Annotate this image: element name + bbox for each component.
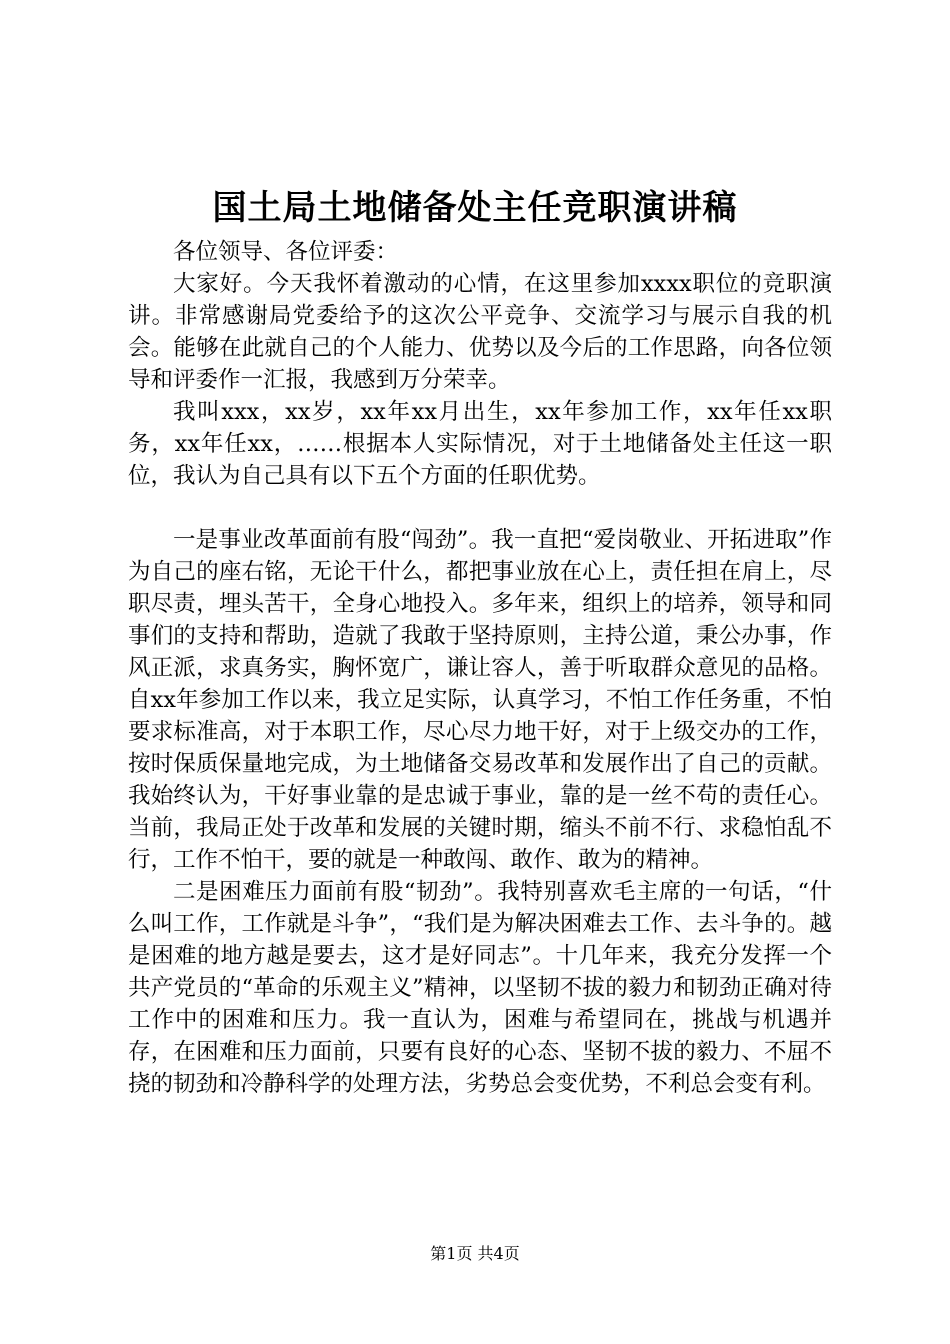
advantage-two-paragraph: 二是困难压力面前有股“韧劲”。我特别喜欢毛主席的一句话，“什么叫工作，工作就是斗争”，“我们是为解决困难去工作、去斗争的。越是困难的地方越是要去，这才是好同志”。十几年来，我充分发挥一个共产党员的“革命的乐观主义”精神，以坚韧不拔的毅力和韧劲正确对待工作中的困难和压力。我一直认为，困难与希望同在，挑战与机遇并存，在困难和压力面前，只要有良好的心态、坚韧不拔的毅力、不屈不挠的韧劲和冷静科学的处理方法，劣势总会变优势，不利总会变有利。 — [128, 879, 832, 1097]
page-number-footer: 第1页 共4页 — [430, 1244, 520, 1263]
advantage-one-paragraph: 一是事业改革面前有股“闯劲”。我一直把“爱岗敬业、开拓进取”作为自己的座右铭，无论干什么，都把事业放在心上，责任担在肩上，尽职尽责，埋头苦干，全身心地投入。多年来，组织上的培养，领导和同事们的支持和帮助，造就了我敢于坚持原则，主持公道，秉公办事，作风正派，求真务实，胸怀宽广，谦让容人，善于听取群众意见的品格。自xx年参加工作以来，我立足实际，认真学习，不怕工作任务重，不怕要求标准高，对于本职工作，尽心尽力地干好，对于上级交办的工作，按时保质保量地完成，为土地储备交易改革和发展作出了自己的贡献。我始终认为，干好事业靠的是忠诚于事业，靠的是一丝不苟的责任心。当前，我局正处于改革和发展的关键时期，缩头不前不行、求稳怕乱不行，工作不怕干，要的就是一种敢闯、敢作、敢为的精神。 — [128, 527, 832, 873]
greeting-paragraph: 大家好。今天我怀着激动的心情，在这里参加xxxx职位的竞职演讲。非常感谢局党委给予的这次公平竞争、交流学习与展示自我的机会。能够在此就自己的个人能力、优势以及今后的工作思路，向各位领导和评委作一汇报，我感到万分荣幸。 — [128, 271, 832, 393]
self-introduction-paragraph: 我叫xxx，xx岁，xx年xx月出生，xx年参加工作，xx年任xx职务，xx年任xx，……根据本人实际情况，对于土地储备处主任这一职位，我认为自己具有以下五个方面的任职优势。 — [128, 399, 832, 489]
document-body — [128, 236, 832, 1100]
document-title: 国土局土地储备处主任竞职演讲稿 — [212, 188, 738, 228]
salutation-paragraph: 各位领导、各位评委： — [173, 239, 399, 265]
